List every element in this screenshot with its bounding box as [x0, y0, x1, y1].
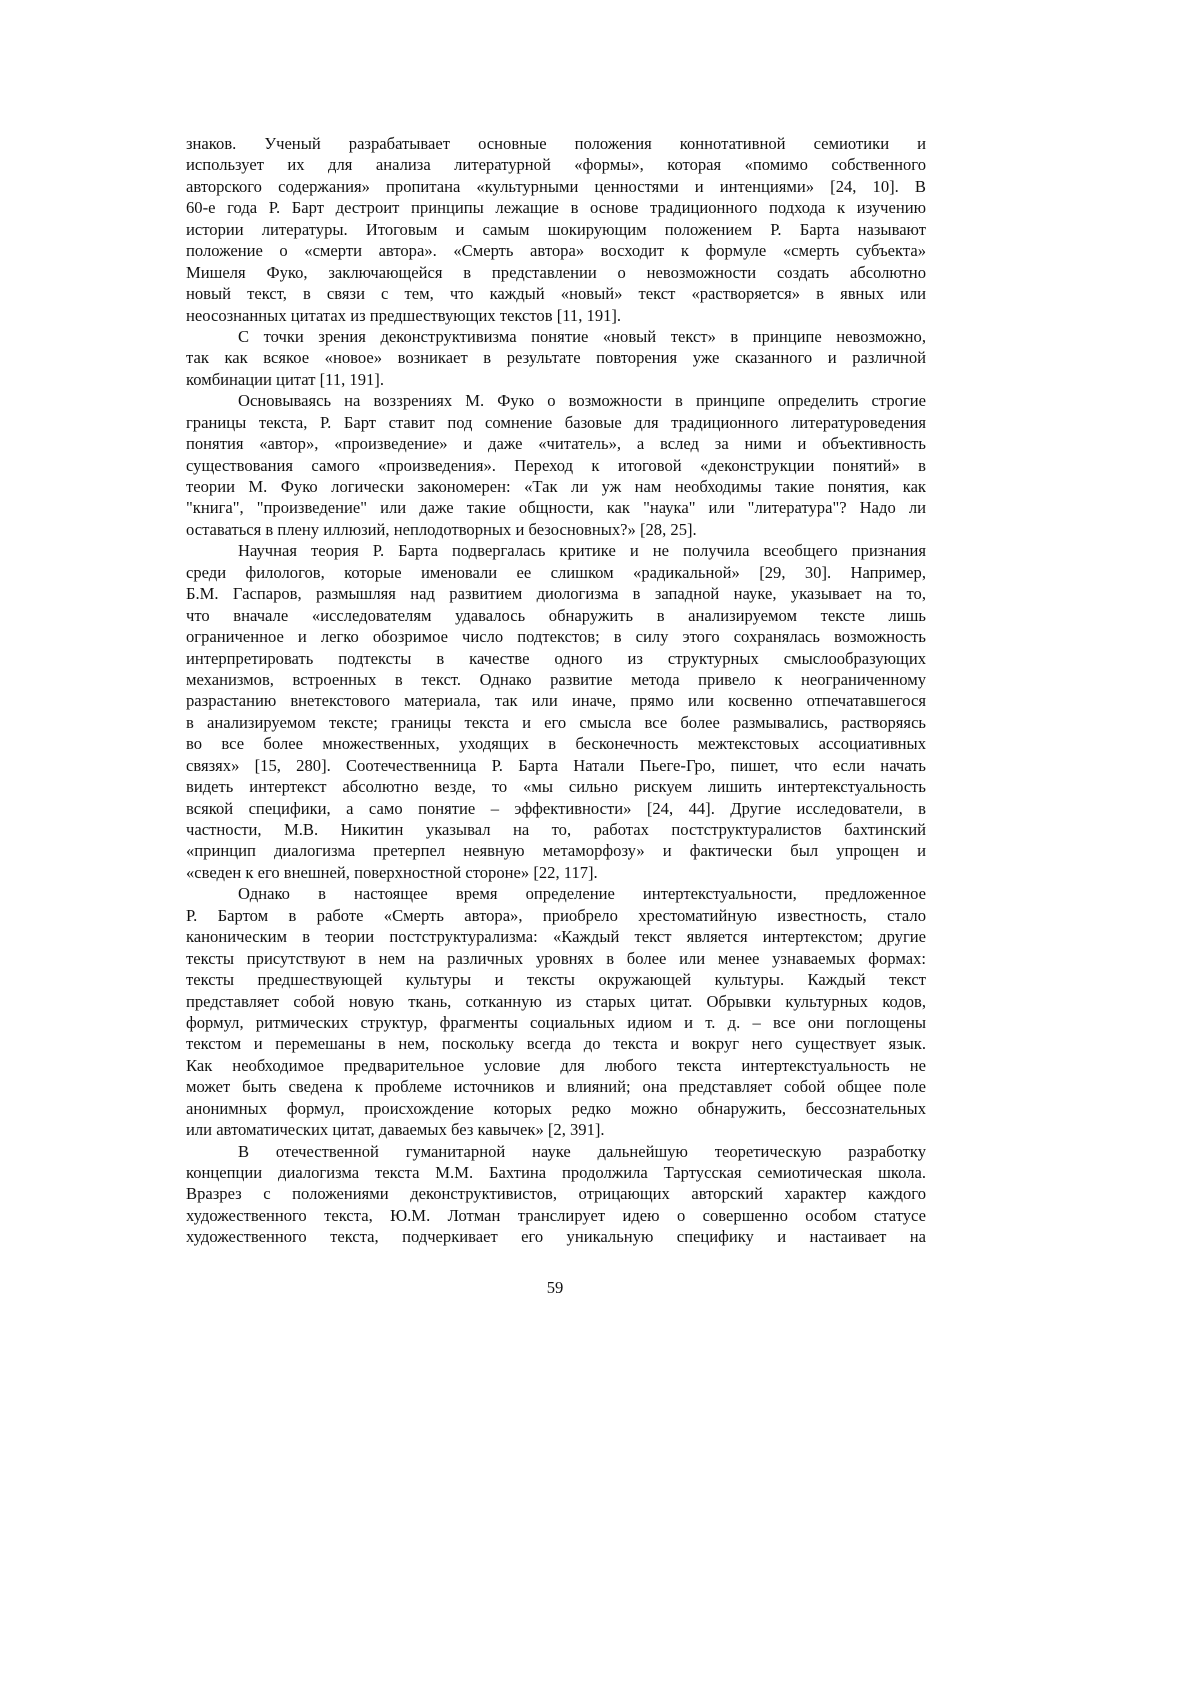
text-line: механизмов, встроенных в текст. Однако развитие метода привело к неограниченному: [186, 669, 926, 689]
text-line: видеть интертекст абсолютно везде, то «мы сильно рискуем лишить интертекстуальность: [186, 777, 926, 797]
text-line: оставаться в плену иллюзий, неплодотворных и безосновных?» [28, 25].: [186, 519, 697, 539]
text-line: Как необходимое предварительное условие для любого текста интертекстуальность не: [186, 1055, 926, 1075]
text-line: теории М. Фуко логически закономерен: «Так ли уж нам необходимы такие понятия, как: [186, 477, 926, 496]
text-line: границы текста, Р. Барт ставит под сомнение базовые для традиционного литературоведения: [186, 412, 926, 432]
text-line: анонимных формул, происхождение которых редко можно обнаружить, бессознательных: [186, 1098, 926, 1118]
text-line: текстом и перемешаны в нем, поскольку всегда до текста и вокруг него существует язык.: [186, 1034, 926, 1054]
text-line: понятия «автор», «произведение» и даже «читатель», а вслед за ними и объективность: [186, 434, 926, 454]
text-line: всякой специфики, а само понятие – эффективности» [24, 44]. Другие исследователи, в: [186, 798, 926, 818]
text-line: комбинации цитат [11, 191].: [186, 369, 384, 389]
text-line: Р. Бартом в работе «Смерть автора», приобрело хрестоматийную известность, стало: [186, 905, 926, 925]
text-line: Однако в настоящее время определение интертекстуальности, предложенное: [238, 884, 926, 904]
text-line: Мишеля Фуко, заключающейся в представлении о невозможности создать абсолютно: [186, 262, 926, 282]
text-line: тексты предшествующей культуры и тексты окружающей культуры. Каждый текст: [186, 970, 926, 990]
text-line: ограниченное и легко обозримое число подтекстов; в силу этого сохранялась возможность: [186, 627, 926, 647]
paragraph: [186, 390, 926, 540]
text-line: так как всякое «новое» возникает в результате повторения уже сказанного и различной: [186, 348, 926, 368]
text-line: «сведен к его внешней, поверхностной стороне» [22, 117].: [186, 862, 598, 882]
text-line: формул, ритмических структур, фрагменты социальных идиом и т. д. – все они поглощены: [186, 1012, 926, 1032]
text-line: "книга", "произведение" или даже такие общности, как "наука" или "литература"? Надо ли: [186, 498, 926, 518]
text-line: 60-е года Р. Барт дестроит принципы лежащие в основе традиционного подхода к изучению: [186, 198, 926, 218]
body-text: [186, 133, 926, 1248]
paragraph: [186, 1141, 926, 1248]
text-line: интерпретировать подтексты в качестве одного из структурных смыслообразующих: [186, 648, 926, 668]
text-line: среди филологов, которые именовали ее слишком «радикальной» [29, 30]. Например,: [186, 562, 926, 582]
text-line: тексты присутствуют в нем на различных уровнях в более или менее узнаваемых формах:: [186, 948, 926, 968]
paragraph: [186, 883, 926, 1140]
text-line: «принцип диалогизма претерпел неявную метаморфозу» и фактически был упрощен и: [186, 841, 926, 861]
text-line: разрастанию внетекстового материала, так или иначе, прямо или косвенно отпечатавшегося: [186, 691, 926, 711]
text-line: знаков. Ученый разрабатывает основные положения коннотативной семиотики и: [186, 134, 926, 153]
text-line: художественного текста, Ю.М. Лотман транслирует идею о совершенно особом статусе: [186, 1205, 926, 1225]
text-line: истории литературы. Итоговым и самым шокирующим положением Р. Барта называют: [186, 219, 926, 239]
text-line: авторского содержания» пропитана «культурными ценностями и интенциями» [24, 10]. В: [186, 176, 926, 196]
text-line: использует их для анализа литературной «формы», которая «помимо собственного: [186, 155, 926, 175]
text-line: во все более множественных, уходящих в бесконечность межтекстовых ассоциативных: [186, 734, 926, 754]
page-number: 59: [546, 1278, 564, 1297]
text-line: представляет собой новую ткань, сотканную из старых цитат. Обрывки культурных кодов,: [186, 991, 926, 1011]
text-line: Вразрез с положениями деконструктивистов, отрицающих авторский характер каждого: [186, 1184, 926, 1204]
text-line: связях» [15, 280]. Соотечественница Р. Барта Натали Пьеге-Гро, пишет, что если начать: [186, 755, 926, 775]
text-line: В отечественной гуманитарной науке дальнейшую теоретическую разработку: [238, 1141, 926, 1161]
text-line: художественного текста, подчеркивает его уникальную специфику и настаивает на: [186, 1227, 926, 1247]
paragraph: [186, 133, 926, 326]
text-line: каноническим в теории постструктурализма: «Каждый текст является интертекстом; другие: [186, 927, 926, 947]
text-line: новый текст, в связи с тем, что каждый «новый» текст «растворяется» в явных или: [186, 284, 926, 304]
text-line: или автоматических цитат, даваемых без кавычек» [2, 391].: [186, 1120, 605, 1140]
text-line: существования самого «произведения». Переход к итоговой «деконструкции понятий» в: [186, 455, 926, 475]
text-line: может быть сведена к проблеме источников и влияний; она представляет собой общее поле: [186, 1077, 926, 1097]
text-line: неосознанных цитатах из предшествующих текстов [11, 191].: [186, 305, 622, 325]
text-line: Основываясь на воззрениях М. Фуко о возможности в принципе определить строгие: [238, 391, 926, 411]
text-line: концепции диалогизма текста М.М. Бахтина продолжила Тартусская семиотическая школа.: [186, 1163, 926, 1182]
paragraph: [186, 326, 926, 390]
text-line: положение о «смерти автора». «Смерть автора» восходит к формуле «смерть субъекта»: [186, 241, 926, 261]
text-line: что вначале «исследователям удавалось обнаружить в анализируемом тексте лишь: [186, 605, 926, 625]
text-line: Научная теория Р. Барта подвергалась критике и не получила всеобщего признания: [238, 541, 926, 561]
text-line: в анализируемом тексте; границы текста и его смысла все более размывались, растворяясь: [186, 712, 926, 732]
text-line: Б.М. Гаспаров, размышляя над развитием диологизма в западной науке, указывает на то,: [186, 584, 926, 604]
paragraph: [186, 540, 926, 883]
text-line: частности, М.В. Никитин указывал на то, работах постструктуралистов бахтинский: [186, 820, 926, 839]
text-line: С точки зрения деконструктивизма понятие «новый текст» в принципе невозможно,: [238, 326, 926, 346]
